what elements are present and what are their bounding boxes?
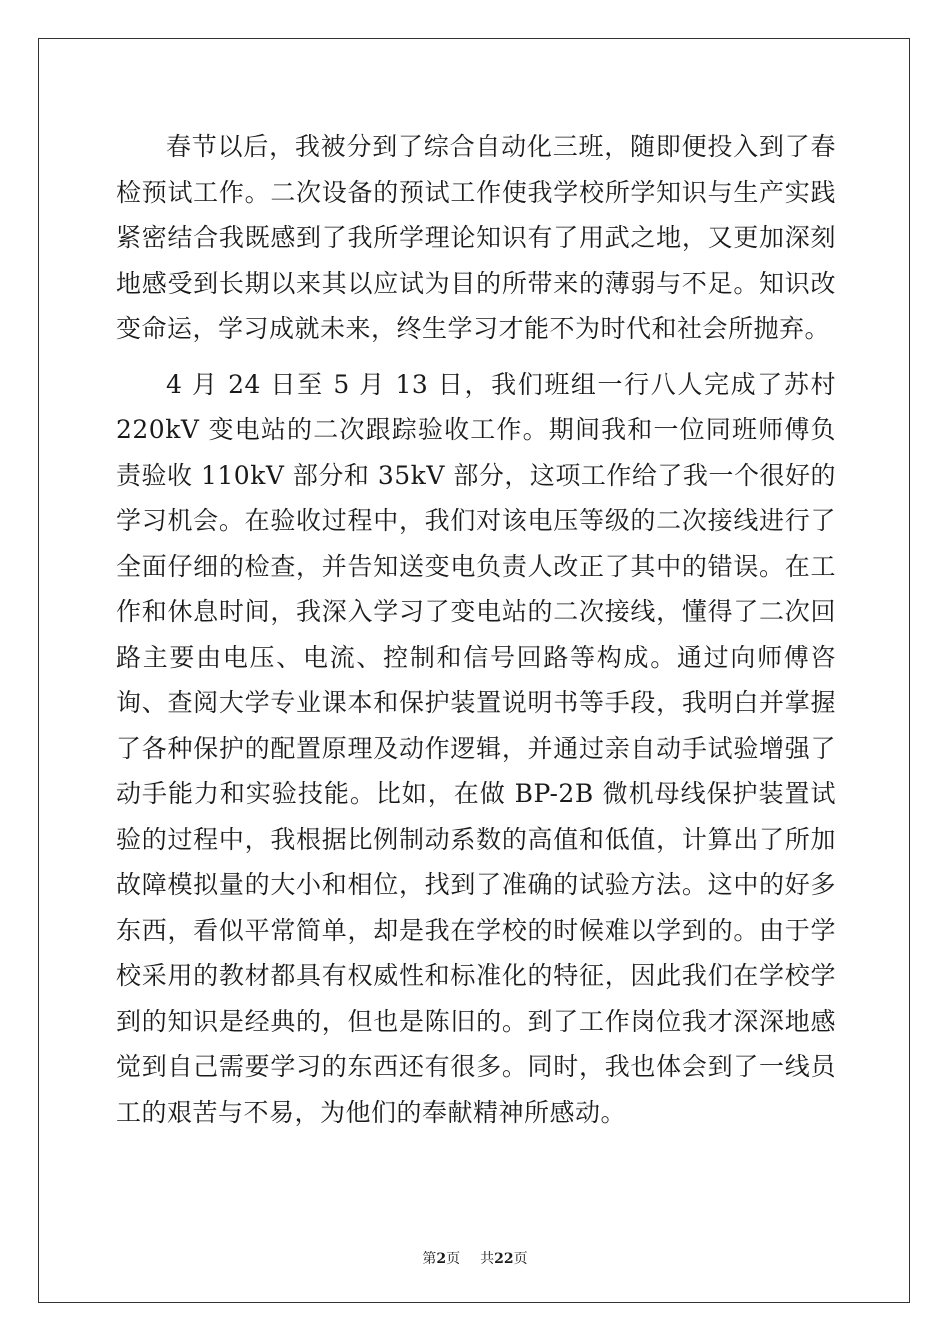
- paragraph-1: 春节以后，我被分到了综合自动化三班，随即便投入到了春检预试工作。二次设备的预试工作使我学校所学知识与生产实践紧密结合我既感到了我所学理论知识有了用武之地，又更加深刻地感受到长期以来其以应试为目的所带来的薄弱与不足。知识改变命运，学习成就未来，终生学习才能不为时代和社会所抛弃。: [116, 132, 836, 343]
- page-prefix: 第: [422, 1251, 437, 1267]
- page-number: 2: [436, 1251, 447, 1267]
- total-pages: 22: [494, 1251, 514, 1267]
- page-footer: [0, 1250, 950, 1268]
- document-body: [116, 124, 836, 1135]
- total-suffix: 页: [513, 1251, 528, 1267]
- page-suffix: 页: [446, 1251, 461, 1267]
- paragraph-2: 4 月 24 日至 5 月 13 日，我们班组一行八人完成了苏村 220kV 变电站的二次跟踪验收工作。期间我和一位同班师傅负责验收 110kV 部分和 35kV 部分，这项工作给了我一个很好的学习机会。在验收过程中，我们对该电压等级的二次接线进行了全面仔细的检查，并告知送变电负责人改正了其中的错误。在工作和休息时间，我深入学习了变电站的二次接线，懂得了二次回路主要由电压、电流、控制和信号回路等构成。通过向师傅咨询、查阅大学专业课本和保护装置说明书等手段，我明白并掌握了各种保护的配置原理及动作逻辑，并通过亲自动手试验增强了动手能力和实验技能。比如，在做 BP-2B 微机母线保护装置试验的过程中，我根据比例制动系数的高值和低值，计算出了所加故障模拟量的大小和相位，找到了准确的试验方法。这中的好多东西，看似平常简单，却是我在学校的时候难以学到的。由于学校采用的教材都具有权威性和标准化的特征，因此我们在学校学到的知识是经典的，但也是陈旧的。到了工作岗位我才深深地感觉到自己需要学习的东西还有很多。同时，我也体会到了一线员工的艰苦与不易，为他们的奉献精神所感动。: [116, 369, 836, 1127]
- total-prefix: 共: [480, 1251, 495, 1267]
